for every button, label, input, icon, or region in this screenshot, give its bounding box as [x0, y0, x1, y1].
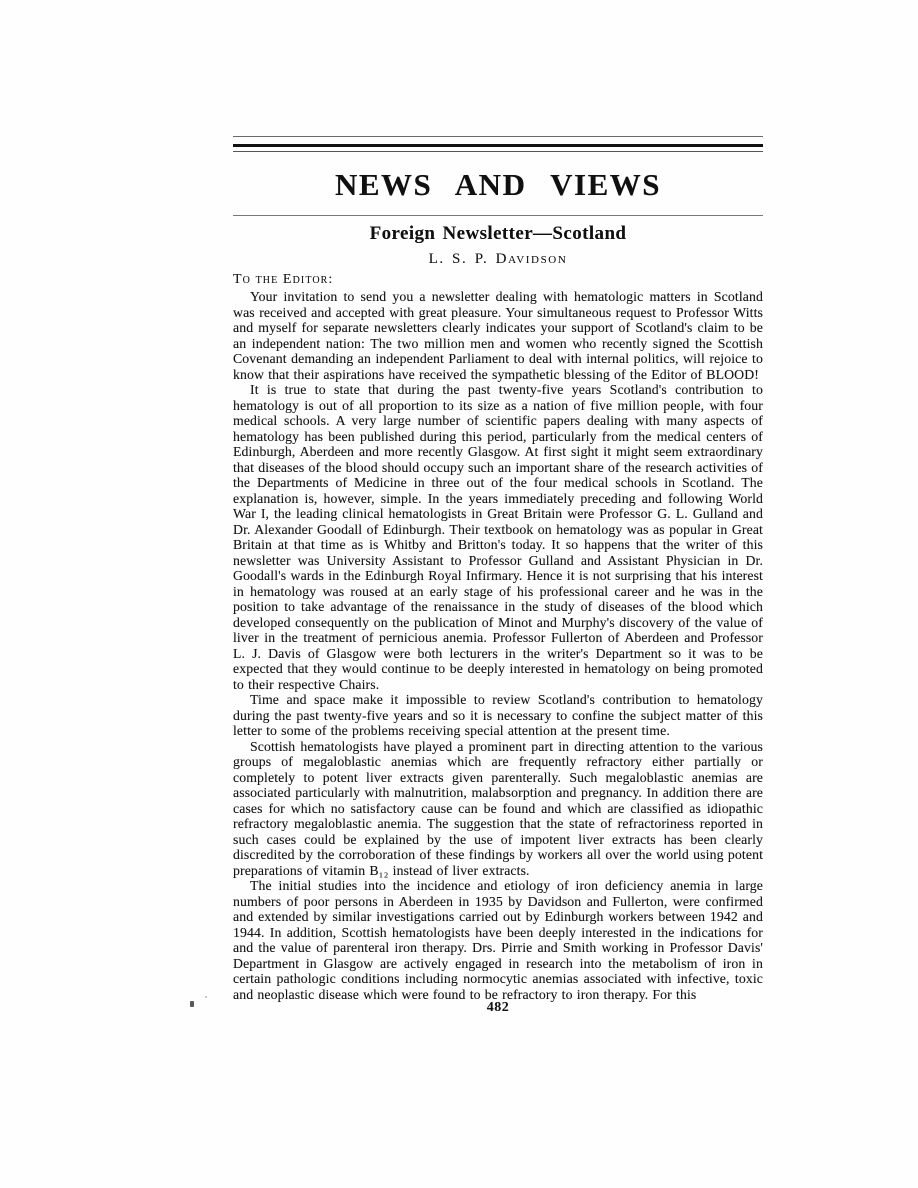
paragraph-1: Your invitation to send you a newsletter dealing with hematologic matters in Scotland was received and accepted with great pleasure. Your simultaneous request to Professor Witts and myself for separate newsletters clearly indicates your support of Scotland's claim to be an independent nation: The two million men and women who recently signed the Scottish Covenant demanding an independent Parliament to deal with internal politics, will rejoice to know that their aspirations have received the sympathetic blessing of the Editor of BLOOD!: [233, 289, 763, 382]
page-number: 482: [486, 1000, 510, 1015]
salutation: To the Editor:: [233, 272, 334, 287]
paragraph-4: Scottish hematologists have played a prominent part in directing attention to the various groups of megaloblastic anemias which are frequently refractory either partially or completely to potent liver extracts given parenterally. Such megaloblastic anemias are associated particularly with malnutrition, malabsorption and pregnancy. In addition there are cases for which no satisfactory cause can be found and which are classified as idiopathic refractory megaloblastic anemia. The suggestion that the state of refractoriness reported in such cases could be explained by the use of impotent liver extracts has been clearly discredited by the corroboration of these findings by workers all over the world using potent preparations of vitamin B₁₂ instead of liver extracts.: [233, 738, 763, 878]
header-rule-thin-top: [233, 136, 763, 137]
paragraph-5: The initial studies into the incidence and etiology of iron deficiency anemia in large numbers of poor persons in Aberdeen in 1935 by Davidson and Fullerton, were confirmed and extended by similar investigations carried out by Edinburgh workers between 1942 and 1944. In addition, Scottish hematologists have been deeply interested in the indications for and the value of parenteral iron therapy. Drs. Pirrie and Smith working in Professor Davis' Department in Glasgow are actively engaged in research into the metabolism of iron in certain pathologic conditions including normocytic anemias associated with infective, toxic and neoplastic disease which were found to be refractory to iron therapy. For this: [233, 878, 763, 1002]
article-title: Foreign Newsletter—Scotland: [369, 223, 627, 244]
letter-body: [233, 289, 763, 1002]
paragraph-3: Time and space make it impossible to review Scotland's contribution to hematology during the past twenty-five years and so it is necessary to confine the subject matter of this letter to some of the problems receiving special attention at the present time.: [233, 692, 763, 738]
paragraph-2: It is true to state that during the past twenty-five years Scotland's contribution to hematology is out of all proportion to its size as a nation of five million people, with four medical schools. A very large number of scientific papers dealing with many aspects of hematology has been published during this period, particularly from the medical centers of Edinburgh, Aberdeen and more recently Glasgow. At first sight it might seem extraordinary that diseases of the blood should occupy such an important share of the research activities of the Departments of Medicine in three out of the four medical schools in Scotland. The explanation is, however, simple. In the years immediately preceding and following World War I, the leading clinical hematologists in Great Britain were Professor G. L. Gulland and Dr. Alexander Goodall of Edinburgh. Their textbook on hematology was as popular in Great Britain at that time as is Whitby and Britton's today. It so happens that the writer of this newsletter was University Assistant to Professor Gulland and Assistant Physician in Dr. Goodall's wards in the Edinburgh Royal Infirmary. Hence it is not surprising that his interest in hematology was roused at an early stage of his professional career and he was in the position to take advantage of the renaissance in the study of diseases of the blood which developed consequently on the publication of Minot and Murphy's discovery of the value of liver in the treatment of pernicious anemia. Professor Fullerton of Aberdeen and Professor L. J. Davis of Glasgow were both lecturers in the writer's Department so it was to be expected that they would continue to be deeply interested in hematology on being promoted to their respective Chairs.: [233, 382, 763, 692]
section-title: NEWS AND VIEWS: [334, 167, 662, 202]
header-rule-thick: [233, 144, 763, 147]
title-divider-rule: [233, 215, 763, 216]
scan-speck: [190, 1001, 194, 1007]
author-byline: L. S. P. Davidson: [428, 251, 568, 267]
scan-speck: [205, 996, 207, 998]
header-rule-thin-bottom: [233, 151, 763, 152]
